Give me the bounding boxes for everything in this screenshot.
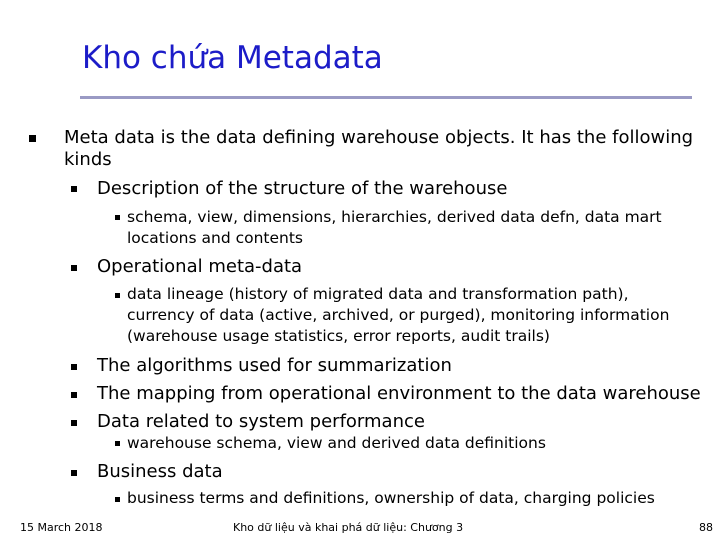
sub-item-text: schema, view, dimensions, hierarchies, derived data defn, data mart bbox=[127, 208, 662, 226]
intro-text-line2: kinds bbox=[64, 149, 112, 170]
bullet-marker bbox=[71, 420, 77, 426]
sub-item-text: data lineage (history of migrated data and transformation path), bbox=[127, 285, 629, 303]
intro-text-line1: Meta data is the data defining warehouse objects. It has the following bbox=[64, 127, 694, 148]
sub-item-text: business terms and definitions, ownership of data, charging policies bbox=[127, 489, 655, 507]
slide-title: Kho chứa Metadata bbox=[82, 40, 383, 76]
bullet-marker bbox=[115, 497, 120, 502]
list-item-business: Business data bbox=[97, 461, 223, 482]
list-item-mapping: The mapping from operational environment to the data warehouse bbox=[97, 383, 701, 404]
bullet-marker bbox=[71, 392, 77, 398]
list-item-structure: Description of the structure of the warehouse bbox=[97, 178, 508, 199]
sub-item-text: warehouse schema, view and derived data definitions bbox=[127, 434, 546, 452]
footer-page-number: 88 bbox=[699, 521, 713, 534]
bullet-marker bbox=[115, 215, 120, 220]
bullet-marker bbox=[115, 293, 120, 298]
sub-item-text: locations and contents bbox=[127, 229, 304, 247]
footer-course: Kho dữ liệu và khai phá dữ liệu: Chương 3 bbox=[233, 521, 464, 534]
title-underline bbox=[80, 96, 692, 99]
bullet-marker bbox=[29, 135, 36, 142]
bullet-marker bbox=[115, 441, 120, 446]
bullet-marker bbox=[71, 470, 77, 476]
footer-date: 15 March 2018 bbox=[20, 521, 103, 534]
bullet-marker bbox=[71, 186, 77, 192]
list-item-algorithms: The algorithms used for summarization bbox=[97, 355, 452, 376]
list-item-performance: Data related to system performance bbox=[97, 411, 425, 432]
list-item-operational: Operational meta-data bbox=[97, 256, 303, 277]
bullet-marker bbox=[71, 364, 77, 370]
bullet-marker bbox=[71, 265, 77, 271]
sub-item-text: currency of data (active, archived, or purged), monitoring information bbox=[127, 306, 670, 324]
sub-item-text: (warehouse usage statistics, error reports, audit trails) bbox=[127, 327, 550, 345]
